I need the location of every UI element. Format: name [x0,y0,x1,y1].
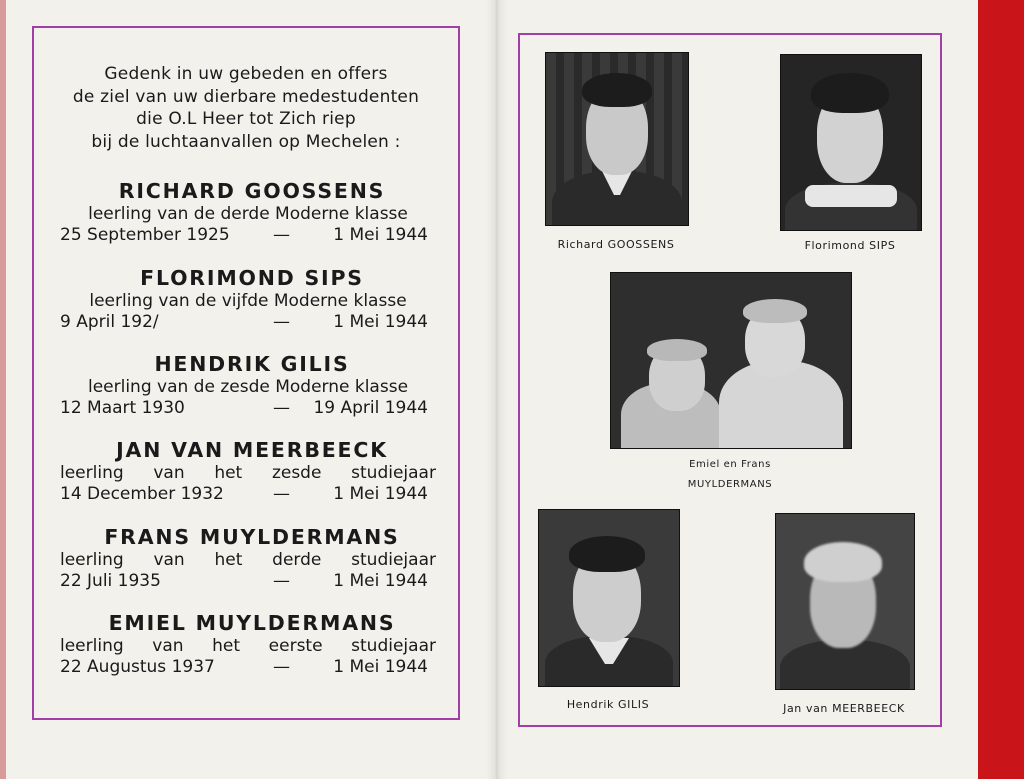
portrait-photo [780,54,922,231]
student-entry [60,178,436,246]
student-entry [60,610,436,678]
student-description: leerling van het zesde studiejaar [60,463,436,483]
student-dates [60,571,436,592]
date-separator: — [273,657,290,677]
student-description: leerling van de vijfde Moderne klasse [89,291,407,311]
birth-date: 9 April 192/ [60,312,159,332]
date-separator: — [273,225,290,245]
intro-line: Gedenk in uw gebeden en offers [104,64,388,84]
student-dates [60,312,436,333]
student-entry [60,351,436,419]
student-description: leerling van de zesde Moderne klasse [87,377,409,397]
intro-line: bij de luchtaanvallen op Mechelen : [91,131,401,152]
date-separator: — [273,571,290,591]
intro-line: die O.L Heer tot Zich riep [136,109,356,129]
date-separator: — [273,312,290,332]
portrait-photo [775,513,915,690]
student-name: JAN VAN MEERBEECK [116,438,388,462]
photo-caption: Emiel en Frans [689,459,771,470]
student-dates [60,484,436,505]
death-date: 1 Mei 1944 [333,484,428,504]
portrait-photo [538,509,680,687]
date-separator: — [273,484,290,504]
student-description: leerling van de derde Moderne klasse [88,204,408,224]
intro-text [60,63,432,153]
student-name: FLORIMOND SIPS [140,266,364,290]
photo-caption: Richard GOOSSENS [557,238,675,251]
death-date: 1 Mei 1944 [333,225,428,245]
intro-line: de ziel van uw dierbare medestudenten [72,86,420,107]
birth-date: 25 September 1925 [60,225,230,245]
photo-caption: Florimond SIPS [804,239,896,252]
photo-caption: Hendrik GILIS [566,698,650,711]
birth-date: 22 Juli 1935 [60,571,161,591]
death-date: 19 April 1944 [313,398,428,418]
birth-date: 12 Maart 1930 [60,398,185,418]
photo-caption: MUYLDERMANS [687,479,773,490]
birth-date: 22 Augustus 1937 [60,657,215,677]
student-dates [60,657,436,678]
student-name: EMIEL MUYLDERMANS [108,611,396,635]
student-entry [60,437,436,505]
date-separator: — [273,398,290,418]
death-date: 1 Mei 1944 [333,571,428,591]
student-name: FRANS MUYLDERMANS [104,525,400,549]
student-dates [60,225,436,246]
left-edge-strip [0,0,6,779]
student-description: leerling van het eerste studiejaar [60,636,436,656]
death-date: 1 Mei 1944 [333,312,428,332]
student-name: HENDRIK GILIS [154,352,350,376]
death-date: 1 Mei 1944 [333,657,428,677]
group-photo [610,272,852,449]
photo-caption: Jan van MEERBEECK [783,702,905,715]
student-description: leerling van het derde studiejaar [60,550,436,570]
student-name: RICHARD GOOSSENS [118,179,386,203]
birth-date: 14 December 1932 [60,484,224,504]
student-entry [60,524,436,592]
student-dates [60,398,436,419]
student-entry [60,265,436,333]
portrait-photo [545,52,689,226]
center-fold [486,0,508,779]
